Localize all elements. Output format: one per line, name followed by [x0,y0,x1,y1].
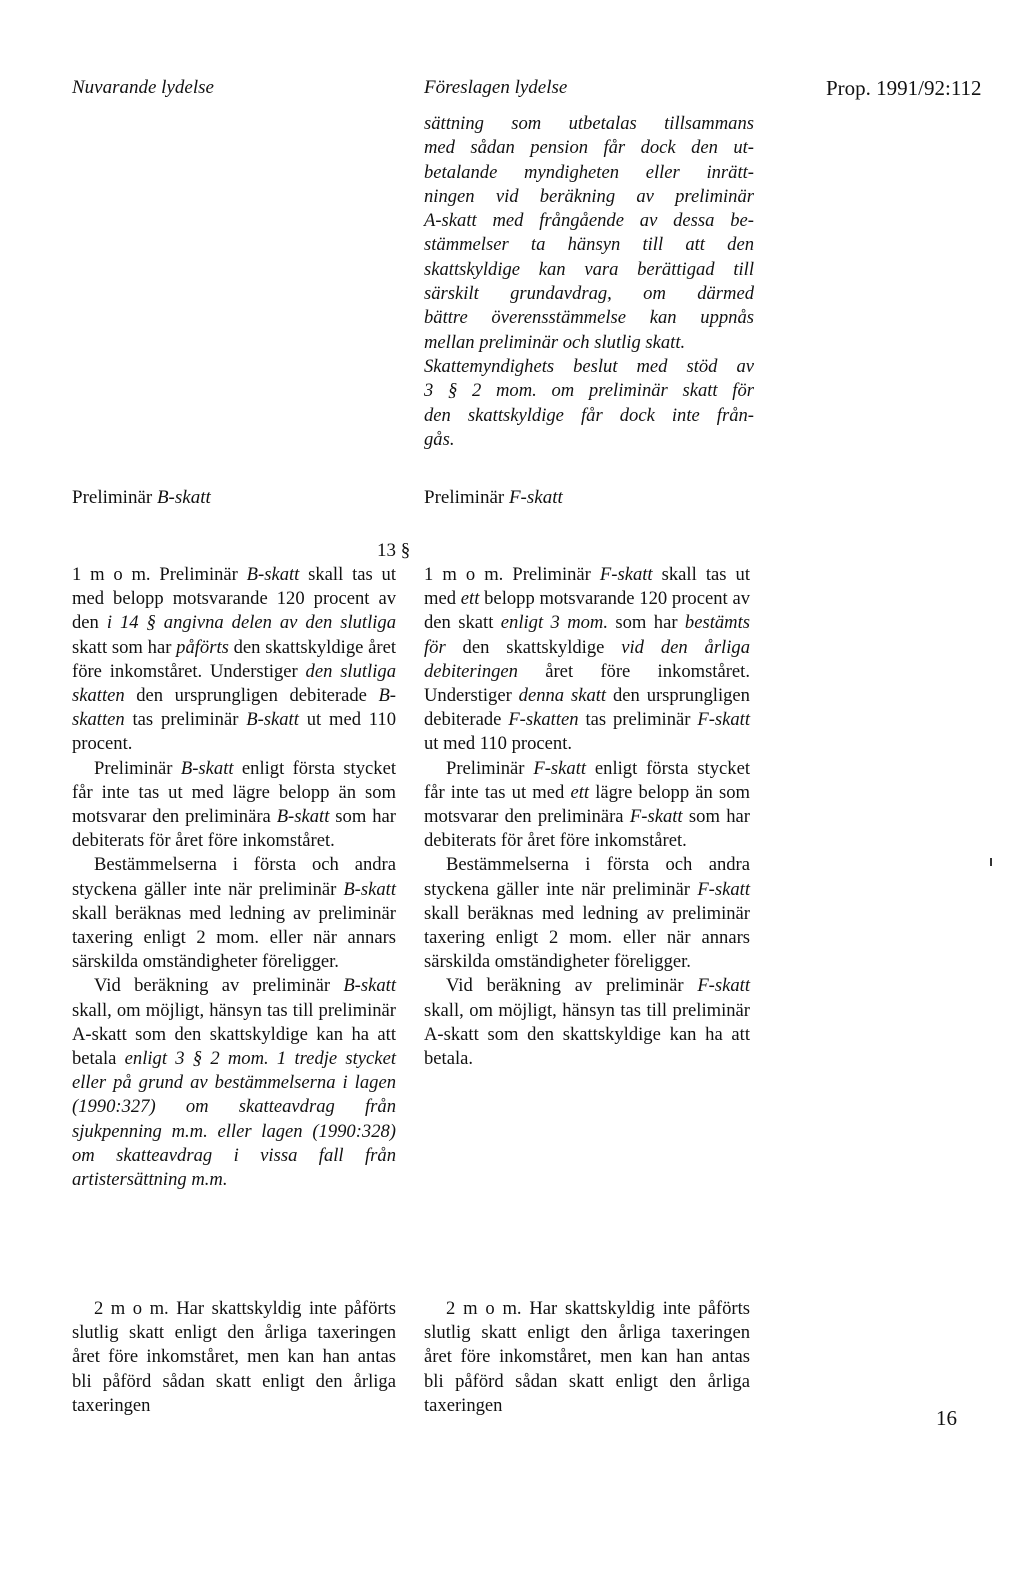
text-run: den skattskyldige [445,636,622,658]
italic-run: F-skatten [508,709,579,731]
text-line: betalande myndigheten eller inrätt- [424,161,754,183]
text-run: skall beräknas med ledning av preliminär taxering enligt 2 mom. eller när annars särskilda omständigheter föreligger. [424,902,750,973]
text-run: skall tas ut med [424,564,750,610]
text-run: lägre belopp än som motsvarar den preliminära [424,781,751,828]
text-line: gås. [424,428,455,450]
italic-run: B-skatt [343,975,396,997]
text-run: den ursprungligen debiterade [124,685,379,707]
italic-run: F-skatt [697,709,751,731]
paragraph [72,1297,396,1418]
text-run: 2 m o m. Har skattskyldig inte påförts slutlig skatt enligt den årliga taxeringen året före inkomståret, men kan han antas bli påförd sådan skatt enligt den årliga taxeringen [72,1298,396,1416]
text-run: tas preliminär [578,709,698,731]
continued-proposed-text [424,112,754,452]
text-run: Vid beräkning av preliminär [446,975,698,997]
heading-text: Preliminär [72,487,157,508]
page-number: 16 [936,1406,957,1430]
italic-run: enligt 3 mom. [500,612,608,634]
text-run: skall, om möjligt, hänsyn tas till preliminär A-skatt som den skattskyldige kan ha att betala [72,999,396,1070]
text-run: enligt första stycket får inte tas ut med lägre belopp än som motsvarar den preliminära [72,757,396,828]
italic-run: B-skatt [246,564,300,585]
text-line: skattskyldige kan vara berättigad till [424,258,754,280]
header-proposition-number: Prop. 1991/92:112 [826,76,982,100]
text-line: A-skatt med frångående av dessa be- [424,210,754,232]
paragraph [72,563,396,757]
section-heading-b-tax [72,486,211,510]
text-run: den skattskyldige året före inkomståret. Understiger [72,636,396,682]
text-line: den skattskyldige får dock inte från- [424,404,754,426]
text-line: mellan preliminär och slutlig skatt. [424,331,686,353]
current-wording-column [72,563,396,1192]
text-line: med sådan pension får dock den ut- [424,137,754,159]
italic-run: ett [570,781,590,803]
paragraph [424,757,750,854]
paragraph [424,853,750,974]
italic-run: denna skatt [518,685,607,707]
heading-italic: F-skatt [508,487,563,508]
italic-run: i 14 § angivna delen av den slutliga [106,612,397,634]
header-proposed-wording: Föreslagen lydelse [424,77,568,98]
italic-run: ett [460,588,480,610]
paragraph [72,974,396,1192]
text-run: Preliminär [446,757,534,779]
text-line: ningen vid beräkning av preliminär [424,185,754,207]
italic-run: B-skatt [276,806,330,828]
italic-run: B-skatt [246,709,299,731]
italic-run: F-skatt [599,564,653,585]
italic-run: påförts [176,636,229,658]
margin-mark [990,858,992,866]
text-run: skall, om möjligt, hänsyn tas till preliminär A-skatt som den skattskyldige kan ha att betala. [424,999,750,1070]
italic-run: enligt 3 § 2 mom. 1 tredje stycket eller på grund av bestämmelserna i lagen (1990:327) om skatteavdrag från sjukpenning m.m. eller lagen (1990:328) om skatteavdrag i vissa fall från artistersättning m.m. [72,1048,396,1191]
paragraph [72,853,396,974]
italic-run: F-skatt [629,806,683,828]
text-line: stämmelser ta hänsyn till att den [424,234,754,256]
text-run: ut med 110 procent. [424,733,573,755]
text-run: tas preliminär [124,709,247,731]
paragraph-number: 13 § [377,540,411,561]
italic-run: F-skatt [697,975,750,997]
text-run: enligt första stycket får inte tas ut med [424,757,750,803]
text-line: Skattemyndighets beslut med stöd av [424,355,754,377]
heading-italic: B-skatt [156,487,211,508]
text-run: Preliminär [94,757,181,779]
italic-run: F-skatt [533,757,587,779]
text-run: 1 m o m. Preliminär [424,564,600,585]
text-run: som har [608,612,685,634]
text-run: som har debiterats för året före inkomståret. [424,806,750,852]
proposed-wording-mom2 [424,1297,750,1418]
text-run: 2 m o m. Har skattskyldig inte påförts slutlig skatt enligt den årliga taxeringen året före inkomståret, men kan han antas bli påförd sådan skatt enligt den årliga taxeringen [424,1298,750,1416]
text-run: ut med 110 procent. [72,709,397,755]
text-run: skall beräknas med ledning av preliminär taxering enligt 2 mom. eller när annars särskilda omständigheter föreligger. [72,902,396,973]
header-current-wording: Nuvarande lydelse [72,77,214,98]
text-run: den ursprungligen debiterade [424,685,750,731]
italic-run: F-skatt [697,878,750,900]
italic-run: B-skatt [343,878,396,900]
current-wording-mom2 [72,1297,396,1418]
text-run: som har debiterats för året före inkomståret. [72,806,396,852]
italic-run: bestämts för [424,612,750,658]
text-run: Vid beräkning av preliminär [94,975,344,997]
text-line: 3 § 2 mom. om preliminär skatt för [424,380,754,402]
italic-run: B-skatten [72,685,396,731]
text-line: särskilt grundavdrag, om därmed [424,283,754,305]
paragraph [424,563,750,757]
text-run: skatt som har [72,636,177,658]
text-line: bättre överensstämmelse kan uppnås [424,307,754,329]
italic-run: B-skatt [180,757,234,779]
paragraph [424,974,750,1071]
heading-text: Preliminär [424,487,509,508]
text-run: belopp motsvarande 120 procent av den skatt [424,588,750,634]
paragraph [424,1297,750,1418]
text-run: Bestämmelserna i första och andra styckena gäller inte när preliminär [72,854,396,900]
text-run: Bestämmelserna i första och andra styckena gäller inte när preliminär [424,854,750,900]
text-run: 1 m o m. Preliminär [72,564,247,585]
paragraph [72,757,396,854]
text-line: sättning som utbetalas tillsammans [424,113,754,134]
italic-run: vid den årliga debiteringen [424,636,750,682]
italic-run: den slutliga skatten [72,660,396,707]
text-run: året före inkomståret. Understiger [424,660,750,707]
text-run: skall tas ut med belopp motsvarande 120 procent av den [72,564,396,634]
proposed-wording-column [424,563,750,1071]
section-heading-f-tax [424,486,563,510]
